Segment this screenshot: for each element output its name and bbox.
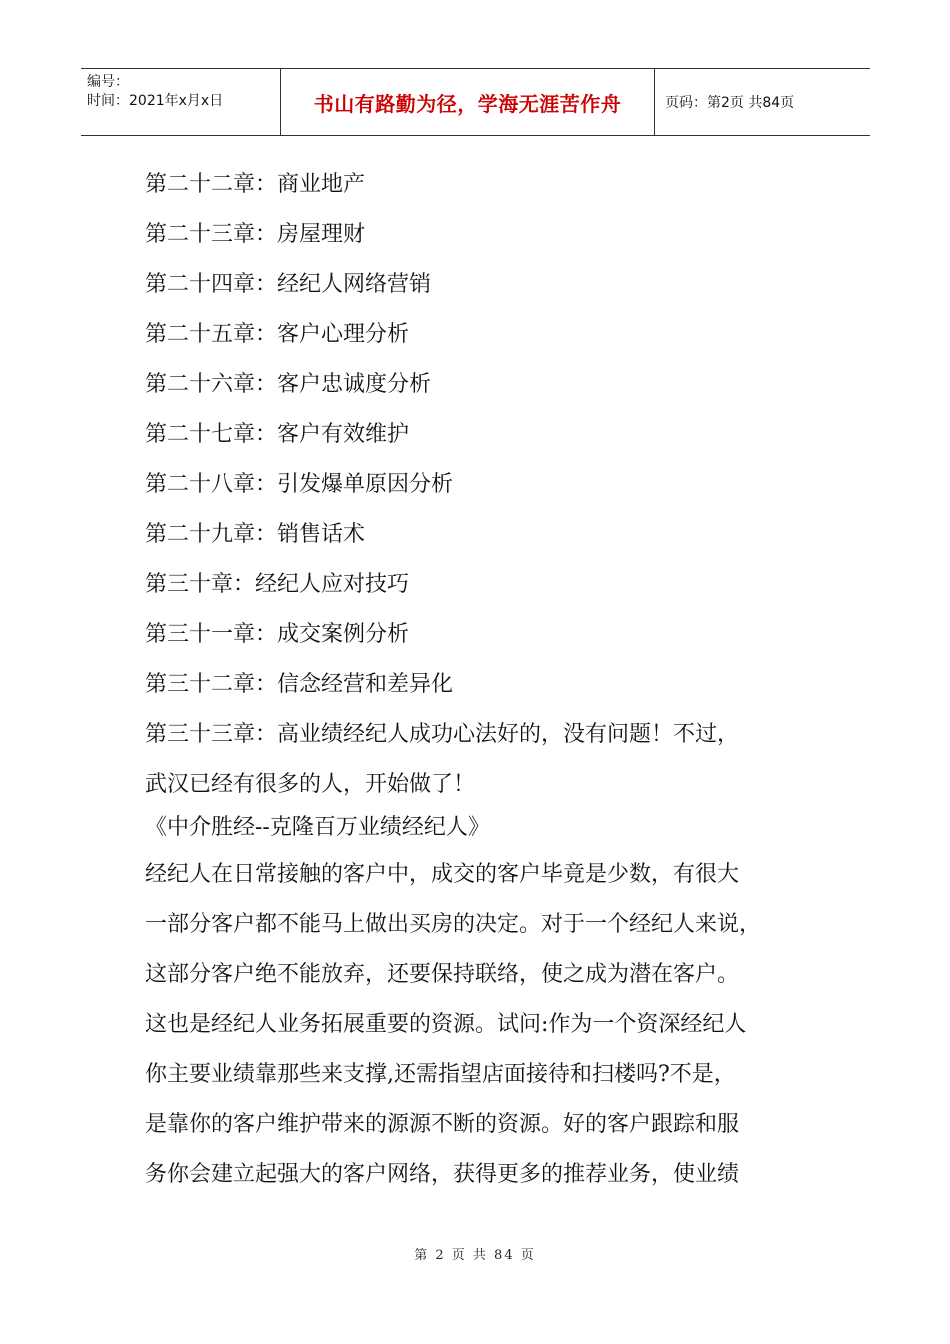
book-title: 《中介胜经--克隆百万业绩经纪人》 bbox=[145, 815, 490, 840]
paragraph-line: 这部分客户绝不能放弃，还要保持联络，使之成为潜在客户。 bbox=[145, 962, 740, 987]
paragraph-line: 一部分客户都不能马上做出买房的决定。对于一个经纪人来说， bbox=[145, 912, 762, 937]
document-body bbox=[145, 160, 845, 1200]
toc-line: 第二十二章：商业地产 bbox=[145, 172, 366, 197]
paragraph-line: 这也是经纪人业务拓展重要的资源。试问:作为一个资深经纪人 bbox=[145, 1012, 747, 1037]
toc-line: 第三十一章：成交案例分析 bbox=[145, 622, 410, 647]
page-header bbox=[81, 68, 870, 136]
header-motto: 书山有路勤为径，学海无涯苦作舟 bbox=[281, 69, 655, 135]
toc-line: 第二十三章：房屋理财 bbox=[145, 222, 366, 247]
toc-line: 第三十二章：信念经营和差异化 bbox=[145, 672, 454, 697]
table-of-contents bbox=[145, 160, 845, 810]
header-meta bbox=[81, 69, 281, 135]
body-paragraph bbox=[145, 850, 845, 1200]
toc-line: 第二十八章：引发爆单原因分析 bbox=[145, 472, 454, 497]
toc-line: 武汉已经有很多的人，开始做了！ bbox=[145, 772, 476, 797]
toc-line: 第二十七章：客户有效维护 bbox=[145, 422, 410, 447]
paragraph-line: 是靠你的客户维护带来的源源不断的资源。好的客户跟踪和服 bbox=[145, 1112, 740, 1137]
toc-line: 第二十九章：销售话术 bbox=[145, 522, 366, 547]
toc-line: 第二十六章：客户忠诚度分析 bbox=[145, 372, 432, 397]
toc-line: 第二十五章：客户心理分析 bbox=[145, 322, 410, 347]
paragraph-line: 你主要业绩靠那些来支撑,还需指望店面接待和扫楼吗?不是， bbox=[145, 1062, 736, 1087]
paragraph-line: 经纪人在日常接触的客户中，成交的客户毕竟是少数，有很大 bbox=[145, 862, 740, 887]
page-footer: 第 2 页 共 84 页 bbox=[414, 1248, 536, 1263]
number-label: 编号： bbox=[87, 74, 129, 90]
toc-line: 第三十章：经纪人应对技巧 bbox=[145, 572, 410, 597]
toc-line: 第二十四章：经纪人网络营销 bbox=[145, 272, 432, 297]
toc-line: 第三十三章：高业绩经纪人成功心法好的，没有问题！不过， bbox=[145, 722, 740, 747]
date-label: 时间：2021年x月x日 bbox=[87, 93, 224, 109]
header-page-label: 页码：第2页 共84页 bbox=[665, 95, 795, 111]
paragraph-line: 务你会建立起强大的客户网络，获得更多的推荐业务，使业绩 bbox=[145, 1162, 740, 1187]
